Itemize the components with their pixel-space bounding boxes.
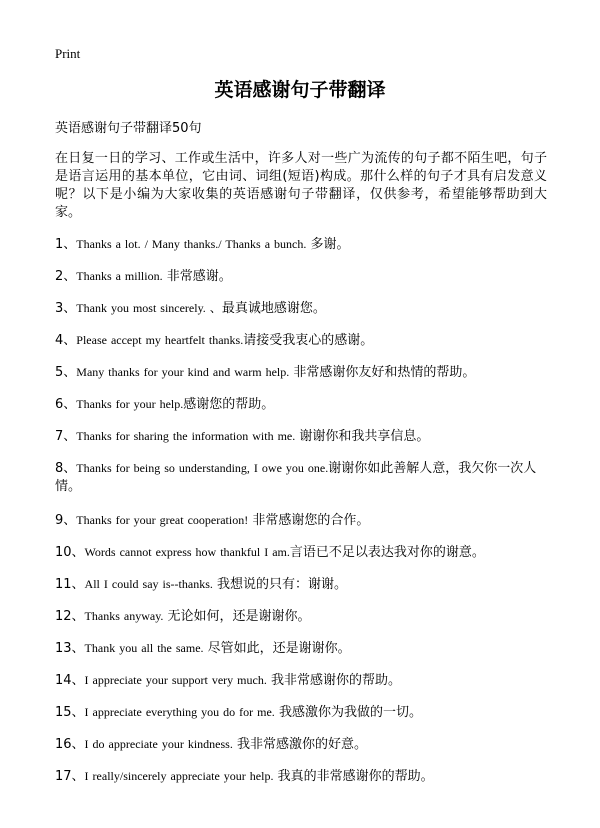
sentence-english: Many thanks for your kind and warm help. [76,365,290,379]
sentence-chinese: 我真的非常感谢你的帮助。 [273,769,434,784]
sentence-chinese: 无论如何，还是谢谢你。 [163,609,311,624]
sentence-number: 9、 [55,513,77,528]
sentence-english: Thanks anyway. [84,609,164,623]
sentence-english: I really/sincerely appreciate your help. [84,769,274,783]
sentence-item [55,575,547,594]
sentence-item [55,639,547,658]
sentence-number: 16、 [55,737,85,752]
sentence-english: I appreciate everything you do for me. [84,705,275,719]
sentence-number: 6、 [55,397,77,412]
sentence-number: 11、 [55,577,85,592]
sentence-item [55,511,547,530]
sentence-item [55,703,547,722]
sentence-number: 14、 [55,673,85,688]
sentence-chinese: 非常感谢你友好和热情的帮助。 [289,365,476,380]
sentence-english: Thanks a million. [76,269,163,283]
sentence-chinese: 尽管如此，还是谢谢你。 [203,641,351,656]
sentence-chinese: 谢谢你如此善解人意，我欠你一次人情。 [55,461,537,494]
sentence-number: 7、 [55,429,77,444]
page-title: 英语感谢句子带翻译 [214,79,386,101]
sentence-number: 10、 [55,545,85,560]
sentence-item [55,543,547,562]
sentence-chinese: 谢谢你和我共享信息。 [295,429,430,444]
sentence-item [55,767,547,786]
sentence-item [55,735,547,754]
sentence-english: All I could say is--thanks. [84,577,213,591]
sentence-english: Thanks for your great cooperation! [76,513,249,527]
sentence-english: Thank you all the same. [84,641,204,655]
sentence-list [55,235,547,799]
sentence-item [55,267,547,286]
sentence-number: 3、 [55,301,77,316]
sentence-chinese: 我感激你为我做的一切。 [274,705,422,720]
sentence-english: Thanks a lot. / Many thanks./ Thanks a bunch. [76,237,307,251]
sentence-chinese: 请接受我衷心的感谢。 [243,333,374,348]
sentence-english: Words cannot express how thankful I am. [84,545,290,559]
sentence-number: 13、 [55,641,85,656]
sentence-number: 17、 [55,769,85,784]
sentence-english: Thank you most sincerely. 、 [76,301,222,315]
sentence-english: Thanks for being so understanding, I owe you one. [76,461,329,475]
print-link[interactable]: Print [55,46,81,61]
sentence-english: Thanks for your help. [76,397,184,411]
sentence-number: 5、 [55,365,77,380]
sentence-chinese: 多谢。 [306,237,350,252]
sentence-item [55,459,547,496]
sentence-number: 1、 [55,237,77,252]
sentence-item [55,671,547,690]
sentence-number: 4、 [55,333,77,348]
sentence-chinese: 非常感谢您的合作。 [248,513,370,528]
sentence-chinese: 我非常感谢你的帮助。 [266,673,401,688]
sentence-number: 12、 [55,609,85,624]
sentence-item [55,395,547,414]
subtitle: 英语感谢句子带翻译50句 [55,121,202,136]
sentence-item [55,299,547,318]
sentence-chinese: 我非常感激你的好意。 [232,737,367,752]
intro-paragraph: 在日复一日的学习、工作或生活中，许多人对一些广为流传的句子都不陌生吧，句子是语言运用的基本单位，它由词、词组(短语)构成。那什么样的句子才具有启发意义呢？以下是小编为大家收集的英语感谢句子带翻译，仅供参考，希望能够帮助到大家。 [55,151,547,220]
sentence-chinese: 非常感谢。 [162,269,232,284]
sentence-item [55,235,547,254]
sentence-number: 8、 [55,461,77,476]
sentence-item [55,607,547,626]
sentence-number: 2、 [55,269,77,284]
sentence-item [55,427,547,446]
sentence-chinese: 我想说的只有：谢谢。 [212,577,347,592]
sentence-item [55,331,547,350]
sentence-item [55,363,547,382]
sentence-english: Please accept my heartfelt thanks. [76,333,244,347]
sentence-chinese: 最真诚地感谢您。 [221,301,326,316]
sentence-english: I appreciate your support very much. [84,673,267,687]
sentence-chinese: 感谢您的帮助。 [183,397,275,412]
sentence-english: Thanks for sharing the information with me. [76,429,296,443]
sentence-number: 15、 [55,705,85,720]
sentence-chinese: 言语已不足以表达我对你的谢意。 [289,545,485,560]
sentence-english: I do appreciate your kindness. [84,737,233,751]
